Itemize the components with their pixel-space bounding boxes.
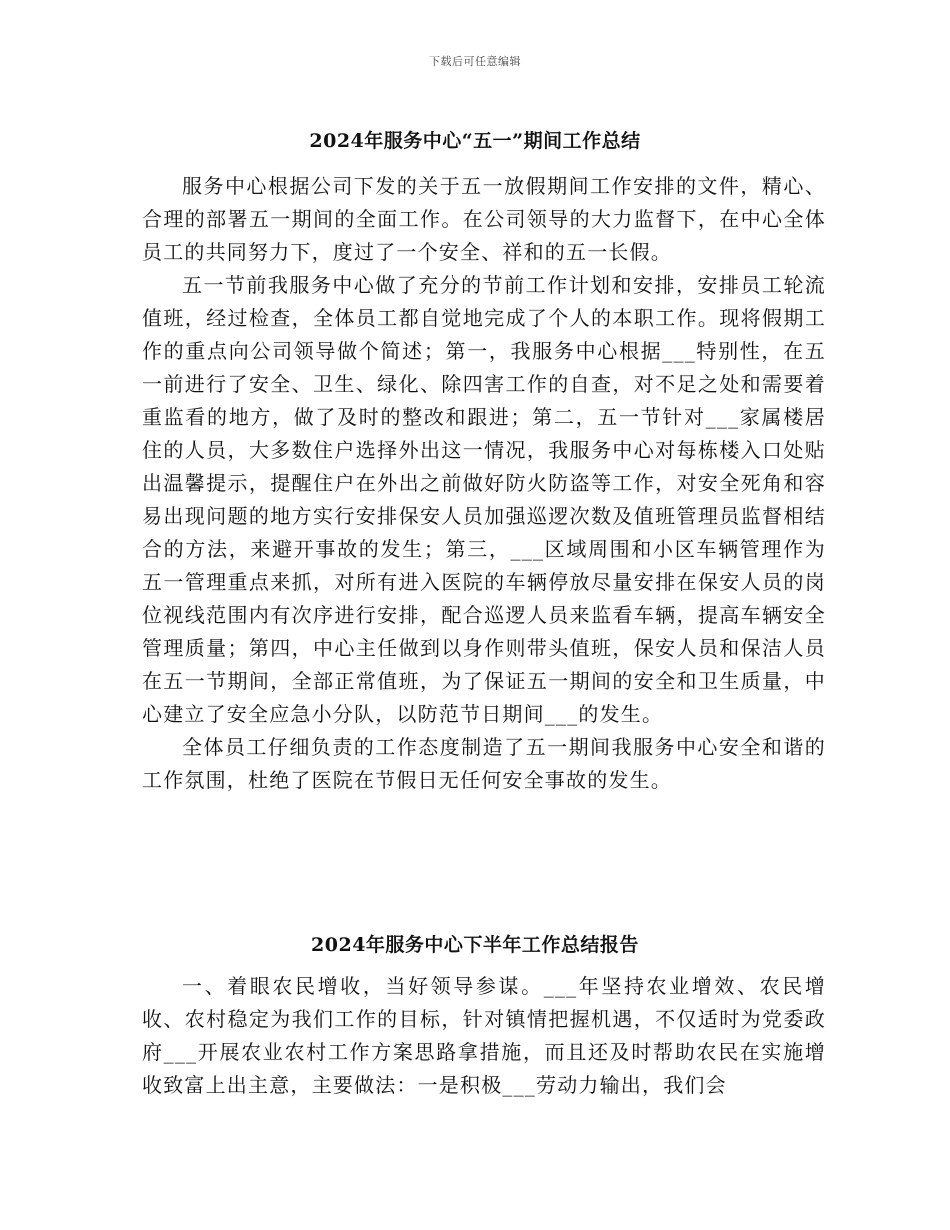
header-note: 下载后可任意编辑 bbox=[429, 55, 521, 68]
section1-paragraph-3: 全体员工仔细负责的工作态度制造了五一期间我服务中心安全和谐的工作氛围，杜绝了医院在节假日无任何安全事故的发生。 bbox=[142, 735, 826, 792]
section1-body bbox=[142, 170, 826, 797]
section2-paragraph-1: 一、着眼农民增收，当好领导参谋。___年坚持农业增效、农民增收、农村稳定为我们工作的目标，针对镇情把握机遇，不仅适时为党委政府___开展农业农村工作方案思路拿措施，而且还及时帮助农民在实施增收致富上出主意，主要做法：一是积极___劳动力输出，我们会 bbox=[142, 974, 826, 1097]
section2-title: 2024年服务中心下半年工作总结报告 bbox=[311, 934, 639, 956]
section1-paragraph-2: 五一节前我服务中心做了充分的节前工作计划和安排，安排员工轮流值班，经过检查，全体员工都自觉地完成了个人的本职工作。现将假期工作的重点向公司领导做个简述；第一，我服务中心根据___特别性，在五一前进行了安全、卫生、绿化、除四害工作的自查，对不足之处和需要着重监看的地方，做了及时的整改和跟进；第二，五一节针对___家属楼居住的人员，大多数住户选择外出这一情况，我服务中心对每栋楼入口处贴出温馨提示，提醒住户在外出之前做好防火防盗等工作，对安全死角和容易出现问题的地方实行安排保安人员加强巡逻次数及值班管理员监督相结合的方法，来避开事故的发生；第三，___区域周围和小区车辆管理作为五一管理重点来抓，对所有进入医院的车辆停放尽量安排在保安人员的岗位视线范围内有次序进行安排，配合巡逻人员来监看车辆，提高车辆安全管理质量；第四，中心主任做到以身作则带头值班，保安人员和保洁人员在五一节期间，全部正常值班，为了保证五一期间的安全和卫生质量，中心建立了安全应急小分队，以防范节日期间___的发生。 bbox=[142, 273, 826, 726]
section2-body bbox=[142, 970, 826, 1102]
section1-title: 2024年服务中心“五一”期间工作总结 bbox=[309, 130, 641, 152]
section1-paragraph-1: 服务中心根据公司下发的关于五一放假期间工作安排的文件，精心、合理的部署五一期间的全面工作。在公司领导的大力监督下，在中心全体员工的共同努力下，度过了一个安全、祥和的五一长假。 bbox=[142, 174, 826, 264]
